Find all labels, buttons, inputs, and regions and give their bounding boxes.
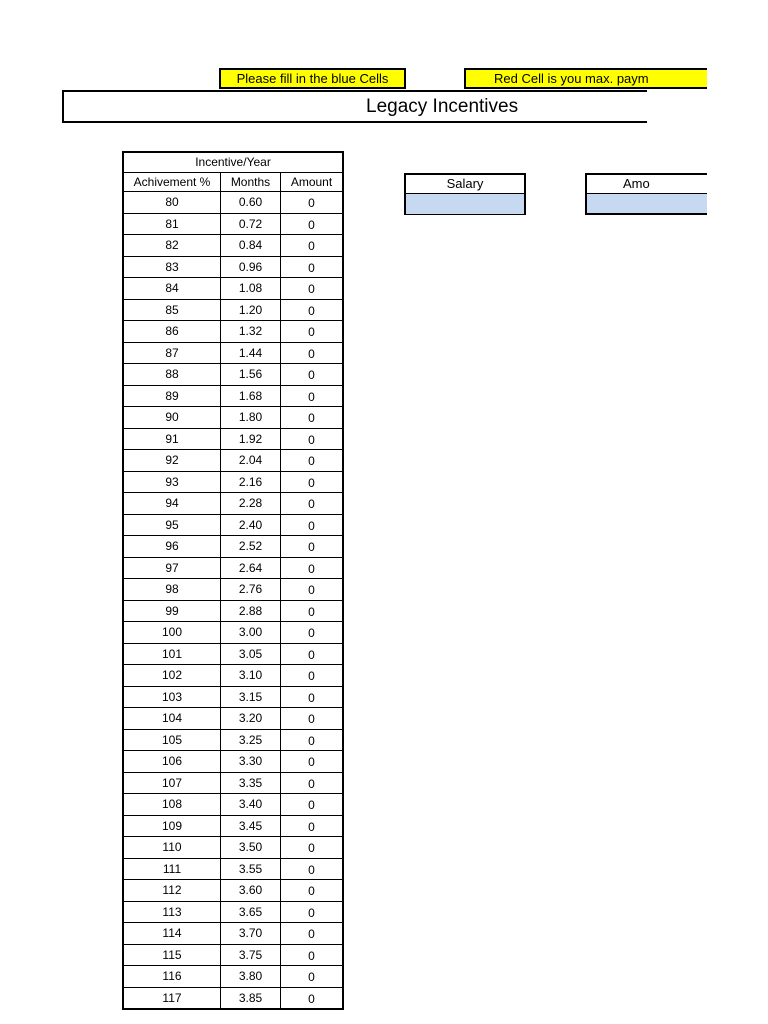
cell-achievement[interactable]: 117 <box>124 987 221 1009</box>
table-row <box>124 235 343 257</box>
table-row <box>124 557 343 579</box>
table-row <box>124 708 343 730</box>
cell-months[interactable]: 3.30 <box>221 751 281 773</box>
table-row <box>124 600 343 622</box>
cell-months[interactable]: 3.20 <box>221 708 281 730</box>
cell-amount[interactable]: 0 <box>281 600 343 622</box>
cell-months[interactable]: 3.15 <box>221 686 281 708</box>
cell-months[interactable]: 2.52 <box>221 536 281 558</box>
cell-amount[interactable]: 0 <box>281 923 343 945</box>
header-achievement[interactable]: Achivement % <box>124 172 221 192</box>
cell-months[interactable]: 3.65 <box>221 901 281 923</box>
cell-months[interactable]: 2.16 <box>221 471 281 493</box>
cell-months[interactable]: 2.88 <box>221 600 281 622</box>
table-row <box>124 966 343 988</box>
table-row <box>124 579 343 601</box>
table-row <box>124 729 343 751</box>
table-row <box>124 299 343 321</box>
cell-achievement[interactable]: 107 <box>124 772 221 794</box>
cell-achievement[interactable]: 115 <box>124 944 221 966</box>
cell-months[interactable]: 3.50 <box>221 837 281 859</box>
cell-months[interactable]: 0.60 <box>221 192 281 214</box>
cell-months[interactable]: 0.96 <box>221 256 281 278</box>
cell-amount[interactable]: 0 <box>281 987 343 1009</box>
cell-amount[interactable]: 0 <box>281 385 343 407</box>
table-row <box>124 665 343 687</box>
cell-months[interactable]: 3.00 <box>221 622 281 644</box>
cell-months[interactable]: 3.85 <box>221 987 281 1009</box>
table-row <box>124 794 343 816</box>
cell-amount[interactable]: 0 <box>281 342 343 364</box>
cell-months[interactable]: 3.25 <box>221 729 281 751</box>
header-months[interactable]: Months <box>221 172 281 192</box>
table-row <box>124 643 343 665</box>
table-row <box>124 256 343 278</box>
cell-achievement[interactable]: 116 <box>124 966 221 988</box>
cell-achievement[interactable]: 106 <box>124 751 221 773</box>
cell-achievement[interactable]: 92 <box>124 450 221 472</box>
cell-months[interactable]: 2.40 <box>221 514 281 536</box>
cell-achievement[interactable]: 88 <box>124 364 221 386</box>
cell-amount[interactable]: 0 <box>281 643 343 665</box>
cell-achievement[interactable]: 86 <box>124 321 221 343</box>
cell-amount[interactable]: 0 <box>281 299 343 321</box>
cell-achievement[interactable]: 99 <box>124 600 221 622</box>
cell-achievement[interactable]: 100 <box>124 622 221 644</box>
table-row <box>124 901 343 923</box>
cell-achievement[interactable]: 109 <box>124 815 221 837</box>
cell-achievement[interactable]: 112 <box>124 880 221 902</box>
cell-amount[interactable]: 0 <box>281 213 343 235</box>
cell-amount[interactable]: 0 <box>281 450 343 472</box>
table-row <box>124 772 343 794</box>
table-row <box>124 880 343 902</box>
cell-achievement[interactable]: 108 <box>124 794 221 816</box>
cell-achievement[interactable]: 98 <box>124 579 221 601</box>
cell-achievement[interactable]: 80 <box>124 192 221 214</box>
cell-amount[interactable]: 0 <box>281 364 343 386</box>
cell-amount[interactable]: 0 <box>281 557 343 579</box>
cell-amount[interactable]: 0 <box>281 772 343 794</box>
cell-achievement[interactable]: 105 <box>124 729 221 751</box>
header-amount[interactable]: Amount <box>281 172 343 192</box>
table-row <box>124 471 343 493</box>
salary-input-cell[interactable] <box>406 194 524 214</box>
cell-amount[interactable]: 0 <box>281 428 343 450</box>
table-header-row <box>124 172 343 192</box>
table-row <box>124 837 343 859</box>
table-row <box>124 686 343 708</box>
table-row <box>124 536 343 558</box>
table-row <box>124 278 343 300</box>
cell-achievement[interactable]: 110 <box>124 837 221 859</box>
instruction-note <box>219 68 406 89</box>
cell-achievement[interactable]: 90 <box>124 407 221 429</box>
cell-amount[interactable]: 0 <box>281 686 343 708</box>
table-row <box>124 407 343 429</box>
table-row <box>124 987 343 1009</box>
incentive-table <box>123 152 343 1009</box>
cell-amount[interactable]: 0 <box>281 514 343 536</box>
amount-input-cell[interactable] <box>587 194 707 214</box>
cell-achievement[interactable]: 113 <box>124 901 221 923</box>
cell-months[interactable]: 1.92 <box>221 428 281 450</box>
page-title: Legacy Incentives <box>366 96 519 117</box>
cell-months[interactable]: 0.72 <box>221 213 281 235</box>
table-caption-row <box>124 153 343 173</box>
cell-achievement[interactable]: 95 <box>124 514 221 536</box>
cell-achievement[interactable]: 82 <box>124 235 221 257</box>
cell-months[interactable]: 2.04 <box>221 450 281 472</box>
table-row <box>124 514 343 536</box>
cell-amount[interactable]: 0 <box>281 944 343 966</box>
cell-achievement[interactable]: 94 <box>124 493 221 515</box>
cell-achievement[interactable]: 114 <box>124 923 221 945</box>
cell-amount[interactable]: 0 <box>281 536 343 558</box>
cell-amount[interactable]: 0 <box>281 858 343 880</box>
cell-months[interactable]: 3.80 <box>221 966 281 988</box>
instruction-note-text: Please fill in the blue Cells <box>236 71 389 86</box>
table-row <box>124 858 343 880</box>
table-row <box>124 428 343 450</box>
table-row <box>124 923 343 945</box>
cell-amount[interactable]: 0 <box>281 407 343 429</box>
cell-amount[interactable]: 0 <box>281 321 343 343</box>
cell-amount[interactable]: 0 <box>281 729 343 751</box>
cell-months[interactable]: 1.32 <box>221 321 281 343</box>
table-row <box>124 342 343 364</box>
cell-amount[interactable]: 0 <box>281 966 343 988</box>
cell-months[interactable]: 3.40 <box>221 794 281 816</box>
cell-achievement[interactable]: 103 <box>124 686 221 708</box>
cell-amount[interactable]: 0 <box>281 794 343 816</box>
table-caption[interactable]: Incentive/Year <box>124 153 343 173</box>
cell-achievement[interactable]: 111 <box>124 858 221 880</box>
table-row <box>124 944 343 966</box>
cell-amount[interactable]: 0 <box>281 579 343 601</box>
cell-months[interactable]: 3.55 <box>221 858 281 880</box>
table-row <box>124 751 343 773</box>
table-row <box>124 213 343 235</box>
cell-amount[interactable]: 0 <box>281 837 343 859</box>
red-cell-note-text: Red Cell is you max. paym <box>494 71 649 86</box>
cell-amount[interactable]: 0 <box>281 235 343 257</box>
table-row <box>124 622 343 644</box>
table-row <box>124 321 343 343</box>
cell-months[interactable]: 1.08 <box>221 278 281 300</box>
cell-amount[interactable]: 0 <box>281 192 343 214</box>
amount-box <box>585 173 707 215</box>
cell-achievement[interactable]: 96 <box>124 536 221 558</box>
cell-amount[interactable]: 0 <box>281 278 343 300</box>
cell-amount[interactable]: 0 <box>281 471 343 493</box>
cell-months[interactable]: 2.76 <box>221 579 281 601</box>
cell-months[interactable]: 3.60 <box>221 880 281 902</box>
cell-months[interactable]: 2.64 <box>221 557 281 579</box>
cell-months[interactable]: 0.84 <box>221 235 281 257</box>
cell-achievement[interactable]: 85 <box>124 299 221 321</box>
red-cell-note <box>464 68 707 89</box>
cell-months[interactable]: 2.28 <box>221 493 281 515</box>
cell-amount[interactable]: 0 <box>281 880 343 902</box>
table-row <box>124 450 343 472</box>
table-row <box>124 192 343 214</box>
cell-achievement[interactable]: 97 <box>124 557 221 579</box>
salary-box <box>404 173 526 215</box>
title-banner <box>62 90 647 123</box>
amount-label: Amo <box>587 175 707 194</box>
cell-amount[interactable]: 0 <box>281 708 343 730</box>
cell-achievement[interactable]: 87 <box>124 342 221 364</box>
table-row <box>124 815 343 837</box>
cell-months[interactable]: 3.70 <box>221 923 281 945</box>
cell-achievement[interactable]: 93 <box>124 471 221 493</box>
cell-achievement[interactable]: 81 <box>124 213 221 235</box>
cell-achievement[interactable]: 83 <box>124 256 221 278</box>
cell-months[interactable]: 3.35 <box>221 772 281 794</box>
cell-months[interactable]: 1.20 <box>221 299 281 321</box>
cell-months[interactable]: 3.75 <box>221 944 281 966</box>
table-row <box>124 364 343 386</box>
cell-achievement[interactable]: 84 <box>124 278 221 300</box>
cell-months[interactable]: 3.10 <box>221 665 281 687</box>
cell-months[interactable]: 1.80 <box>221 407 281 429</box>
cell-amount[interactable]: 0 <box>281 815 343 837</box>
cell-months[interactable]: 1.68 <box>221 385 281 407</box>
cell-achievement[interactable]: 102 <box>124 665 221 687</box>
salary-label: Salary <box>406 175 524 194</box>
cell-months[interactable]: 3.45 <box>221 815 281 837</box>
cell-achievement[interactable]: 91 <box>124 428 221 450</box>
cell-amount[interactable]: 0 <box>281 665 343 687</box>
cell-months[interactable]: 3.05 <box>221 643 281 665</box>
table-row <box>124 385 343 407</box>
cell-achievement[interactable]: 101 <box>124 643 221 665</box>
cell-amount[interactable]: 0 <box>281 751 343 773</box>
cell-achievement[interactable]: 89 <box>124 385 221 407</box>
cell-amount[interactable]: 0 <box>281 493 343 515</box>
cell-amount[interactable]: 0 <box>281 622 343 644</box>
cell-amount[interactable]: 0 <box>281 256 343 278</box>
cell-amount[interactable]: 0 <box>281 901 343 923</box>
cell-achievement[interactable]: 104 <box>124 708 221 730</box>
table-body <box>124 192 343 1009</box>
cell-months[interactable]: 1.56 <box>221 364 281 386</box>
cell-months[interactable]: 1.44 <box>221 342 281 364</box>
table-row <box>124 493 343 515</box>
